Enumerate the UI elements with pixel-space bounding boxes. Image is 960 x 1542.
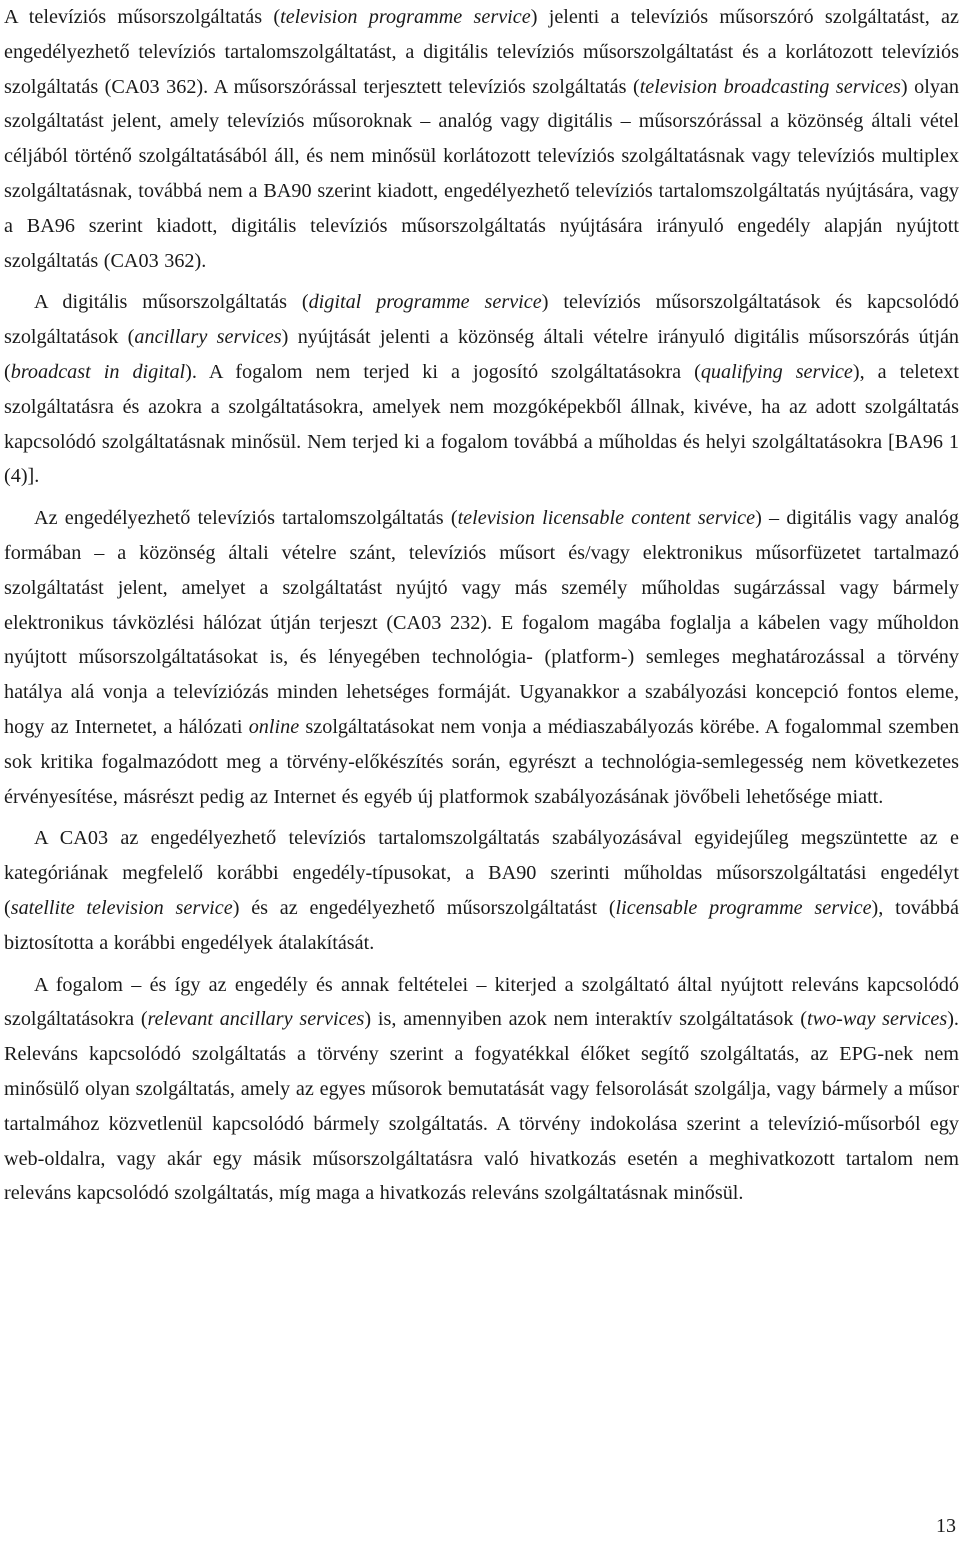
text-segment: szolgáltatásokat nem vonja a médiaszabályozás körébe. A fogalommal szemben sok kritika fogalmazódott meg a törvény-előkészítés során, egyrészt a technológia-semlegesség nem következetes érvényesítése, másrészt pedig az Internet és egyéb új platformok szabályozásának jövőbeli lehetősége miatt. [4,715,959,808]
text-segment: A CA03 az engedélyezhető televíziós tartalomszolgáltatás szabályozásával egyidejűleg megszüntette az e kategóriának megfelelő korábbi engedély-típusokat, a BA90 szerinti műholdas műsorszolgáltatási engedélyt ( [4,827,959,919]
text-segment: ) és az engedélyezhető műsorszolgáltatást ( [232,896,616,919]
text-segment: ), a teletext szolgáltatásra és azokra a szolgáltatásokra, amelyek nem mozgóképekből állnak, kivéve, ha az adott szolgáltatás kapcsolódó szolgáltatásnak minősül. Nem terjed ki a fogalom továbbá a műholdas és helyi szolgáltatásokra [BA96 1 (4)]. [4,360,960,488]
text-segment: ). Releváns kapcsolódó szolgáltatás a törvény szerint a fogyatékkal élőket segítő szolgáltatás, az EPG-nek nem minősülő olyan szolgáltatás, amely az egyes műsorok bemutatását vagy felsorolását szolgálja, vagy bármely a műsor tartalmához közvetlenül kapcsolódó bármely szolgáltatás. A törvény indokolása szerint a televízió-műsorból egy web-oldalra, vagy akár egy másik műsorszolgáltatásra való hivatkozás esetén a meghivatkozott tartalom nem releváns kapcsolódó szolgáltatás, míg maga a hivatkozás releváns szolgáltatásnak minősül. [4,1008,959,1205]
italic-term: broadcast in digital [10,360,186,383]
italic-term: two-way services [807,1008,948,1031]
paragraph-6 [4,968,959,1212]
text-segment: ). A fogalom nem terjed ki a jogosító szolgáltatásokra ( [185,360,701,383]
text-segment: A műsorszórással terjesztett televíziós szolgáltatás ( [213,75,640,98]
italic-term: television broadcasting services [639,75,901,98]
text-segment: ) televíziós műsorszolgáltatások és kapcsolódó szolgáltatások ( [4,291,959,349]
text-segment: ) nyújtását jelenti a közönség általi vételre irányuló digitális műsorszórás útján ( [4,326,960,383]
italic-term: licensable programme service [615,896,872,919]
paragraph-3 [4,285,959,494]
italic-term: satellite television service [10,896,233,919]
italic-term: digital programme service [308,291,542,314]
paragraph-1 [4,0,959,278]
paragraph-5 [4,821,959,960]
italic-term: ancillary services [134,326,282,349]
text-segment: Az engedélyezhető televíziós tartalomszolgáltatás ( [34,507,458,530]
italic-term: television licensable content service [457,507,756,530]
text-segment: ) is, amennyiben azok nem interaktív szolgáltatások ( [364,1008,807,1031]
text-segment: A digitális műsorszolgáltatás ( [34,291,309,314]
text-segment: ) jelenti a televíziós műsorszóró szolgáltatást, az engedélyezhető televíziós tartalomszolgáltatást, a digitális televíziós műsorszolgáltatást és a korlátozott televíziós szolgáltatás (CA03 362). [4,6,959,98]
paragraph-4 [4,501,959,814]
text-segment: ) olyan szolgáltatást jelent, amely televíziós műsoroknak – analóg vagy digitális – műsorszórással a közönség általi vétel céljából történő szolgáltatásából áll, és nem minősül korlátozott televíziós szolgáltatásnak vagy televíziós multiplex szolgáltatásnak, továbbá nem a BA90 szerint kiadott, engedélyezhető televíziós tartalomszolgáltatás nyújtására, vagy a BA96 szerint kiadott, digitális televíziós műsorszolgáltatás nyújtására irányuló engedély alapján nyújtott szolgáltatás (CA03 362). [4,75,959,272]
text-segment: A fogalom – és így az engedély és annak feltételei – kiterjed a szolgáltató által nyújtott releváns kapcsolódó szolgáltatásokra ( [4,973,959,1031]
page-number: 13 [936,1515,956,1537]
italic-term: relevant ancillary services [147,1008,365,1031]
document-page [4,0,959,1218]
text-segment: ) – digitális vagy analóg formában – a közönség általi vételre szánt, televíziós műsort és/vagy elektronikus műsorfüzetet tartalmazó szolgáltatást jelent, amelyet a szolgáltatást nyújtó vagy más személy műholdas sugárzással vagy bármely elektronikus távközlési hálózat útján terjeszt (CA03 232). E fogalom magába foglalja a kábelen vagy műholdon nyújtott műsorszolgáltatásokat is, és lényegében technológia- (platform-) semleges meghatározással a törvény hatálya alá vonja a televíziózás minden lehetséges formáját. Ugyanakkor a szabályozási koncepció fontos eleme, hogy az Internetet, a hálózati [4,507,959,738]
text-segment: A televíziós műsorszolgáltatás ( [4,6,281,28]
italic-term: television programme service [280,6,531,28]
italic-term: online [248,715,300,738]
text-segment: ), továbbá biztosította a korábbi engedélyek átalakítását. [4,896,959,954]
italic-term: qualifying service [700,360,853,383]
